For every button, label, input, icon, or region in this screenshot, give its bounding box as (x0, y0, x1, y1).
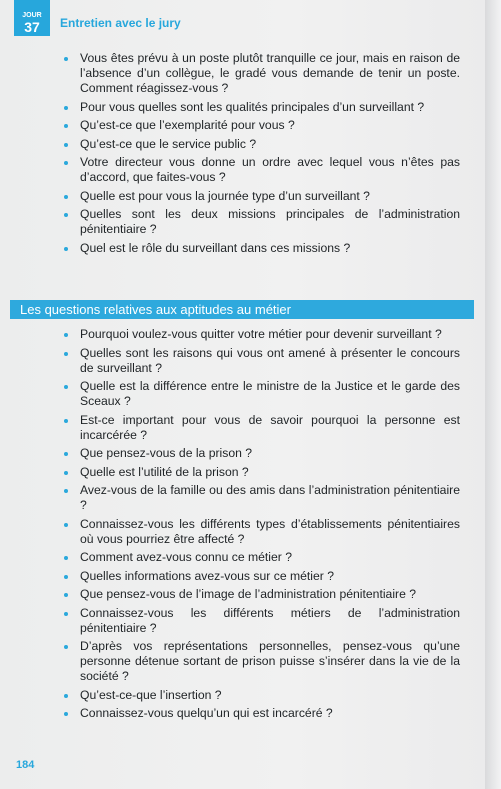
list-item: Qu’est-ce-que l’insertion ? (62, 688, 460, 703)
list-item: Pourquoi voulez-vous quitter votre métier pour devenir surveillant ? (62, 327, 460, 342)
chapter-title: Entretien avec le jury (60, 16, 181, 30)
list-item: Quelle est pour vous la journée type d’un surveillant ? (62, 189, 460, 204)
question-list-general (62, 51, 460, 259)
section-heading: Les questions relatives aux aptitudes au métier (10, 300, 474, 319)
list-item: Quelles sont les deux missions principales de l’administration pénitentiaire ? (62, 207, 460, 237)
list-item: Connaissez-vous les différents métiers de l’administration pénitentiaire ? (62, 606, 460, 636)
day-badge (14, 0, 50, 36)
list-item: Qu’est-ce que l’exemplarité pour vous ? (62, 118, 460, 133)
list-item: Vous êtes prévu à un poste plutôt tranquille ce jour, mais en raison de l’absence d’un collègue, le gradé vous demande de tenir un poste. Comment réagissez-vous ? (62, 51, 460, 96)
list-item: Est-ce important pour vous de savoir pourquoi la personne est incarcérée ? (62, 413, 460, 443)
list-item: Que pensez-vous de la prison ? (62, 446, 460, 461)
day-badge-number: 37 (24, 19, 40, 35)
list-item: Pour vous quelles sont les qualités principales d’un surveillant ? (62, 100, 460, 115)
day-badge-label: JOUR (22, 12, 42, 19)
list-item: Connaissez-vous les différents types d’établissements pénitentiaires où vous pourriez être affecté ? (62, 517, 460, 547)
list-item: Quelle est la différence entre le ministre de la Justice et le garde des Sceaux ? (62, 379, 460, 409)
page-number: 184 (16, 759, 35, 771)
list-item: Que pensez-vous de l’image de l’administration pénitentiaire ? (62, 587, 460, 602)
list-item: Qu’est-ce que le service public ? (62, 137, 460, 152)
list-item: Quelle est l’utilité de la prison ? (62, 465, 460, 480)
list-item: Quelles informations avez-vous sur ce métier ? (62, 569, 460, 584)
list-item: D’après vos représentations personnelles, pensez-vous qu’une personne détenue sortant de prison puisse s’insérer dans la vie de la société ? (62, 639, 460, 684)
list-item: Connaissez-vous quelqu’un qui est incarcéré ? (62, 706, 460, 721)
question-list-aptitudes (62, 327, 460, 725)
list-item: Comment avez-vous connu ce métier ? (62, 550, 460, 565)
next-page-edge (485, 0, 501, 789)
list-item: Quelles sont les raisons qui vous ont amené à présenter le concours de surveillant ? (62, 346, 460, 376)
list-item: Avez-vous de la famille ou des amis dans l’administration pénitentiaire ? (62, 483, 460, 513)
list-item: Quel est le rôle du surveillant dans ces missions ? (62, 241, 460, 256)
list-item: Votre directeur vous donne un ordre avec lequel vous n’êtes pas d’accord, que faites-vous ? (62, 155, 460, 185)
